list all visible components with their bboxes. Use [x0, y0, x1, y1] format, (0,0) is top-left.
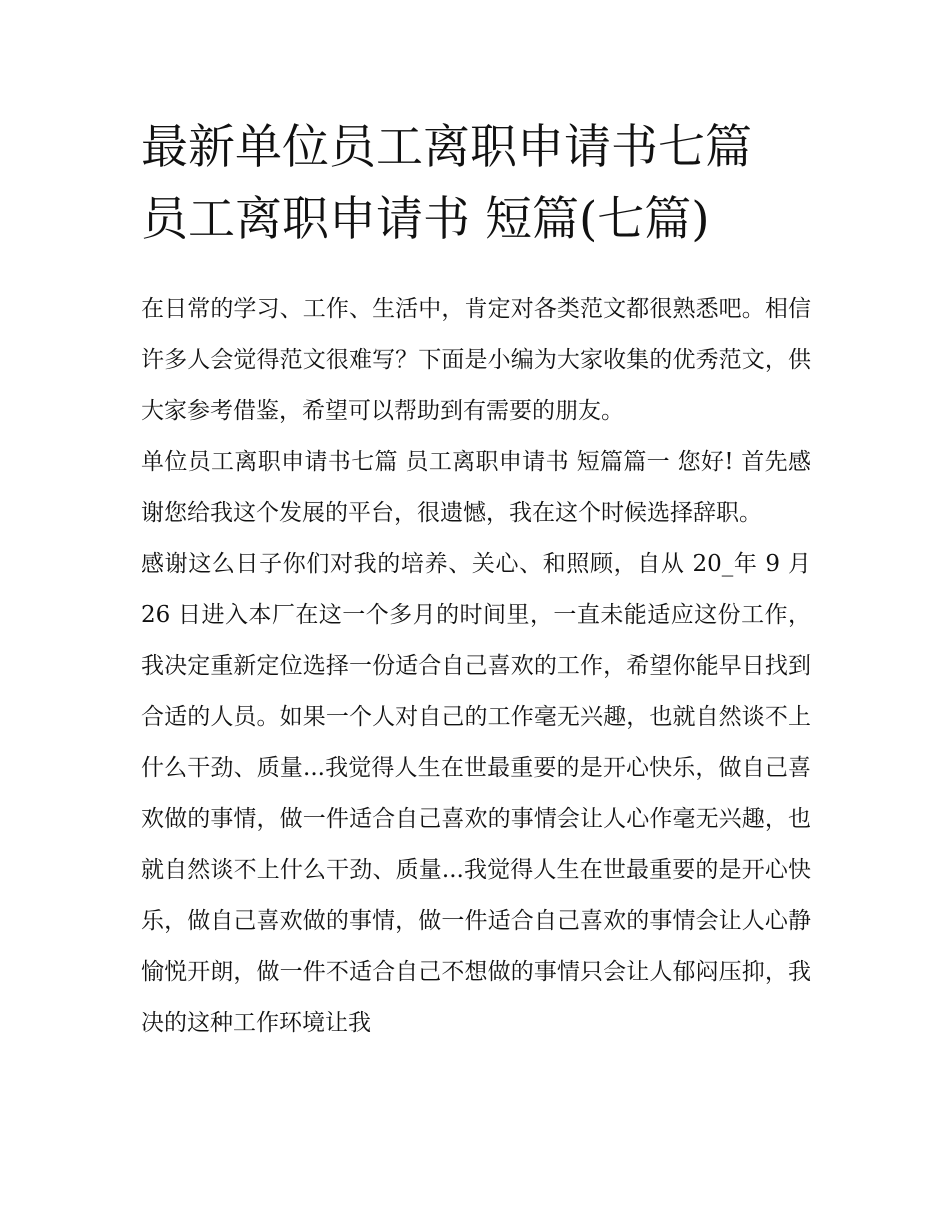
opening-paragraph: 单位员工离职申请书七篇 员工离职申请书 短篇篇一 您好! 首先感谢您给我这个发展的平台，很遗憾，我在这个时候选择辞职。	[141, 449, 811, 526]
document-title	[141, 112, 811, 256]
document-content	[141, 112, 811, 1049]
title-line-1: 最新单位员工离职申请书七篇	[141, 120, 752, 175]
body-paragraph: 感谢这么日子你们对我的培养、关心、和照顾，自从 20_年 9 月 26 日进入本厂在这一个多月的时间里，一直未能适应这份工作，我决定重新定位选择一份适合自己喜欢的工作，希望你能早日找到合适的人员。如果一个人对自己的工作毫无兴趣，也就自然谈不上什么干劲、质量...我觉得人生在世最重要的是开心快乐，做自己喜欢做的事情，做一件适合自己喜欢的事情会让人心作毫无兴趣，也就自然谈不上什么干劲、质量...我觉得人生在世最重要的是开心快乐，做自己喜欢做的事情，做一件适合自己喜欢的事情会让人心静愉悦开朗，做一件不适合自己不想做的事情只会让人郁闷压抑，我决的这种工作环境让我	[141, 551, 811, 1036]
intro-paragraph: 在日常的学习、工作、生活中，肯定对各类范文都很熟悉吧。相信许多人会觉得范文很难写？下面是小编为大家收集的优秀范文，供大家参考借鉴，希望可以帮助到有需要的朋友。	[141, 296, 811, 424]
title-line-2: 员工离职申请书 短篇(七篇)	[141, 192, 710, 247]
